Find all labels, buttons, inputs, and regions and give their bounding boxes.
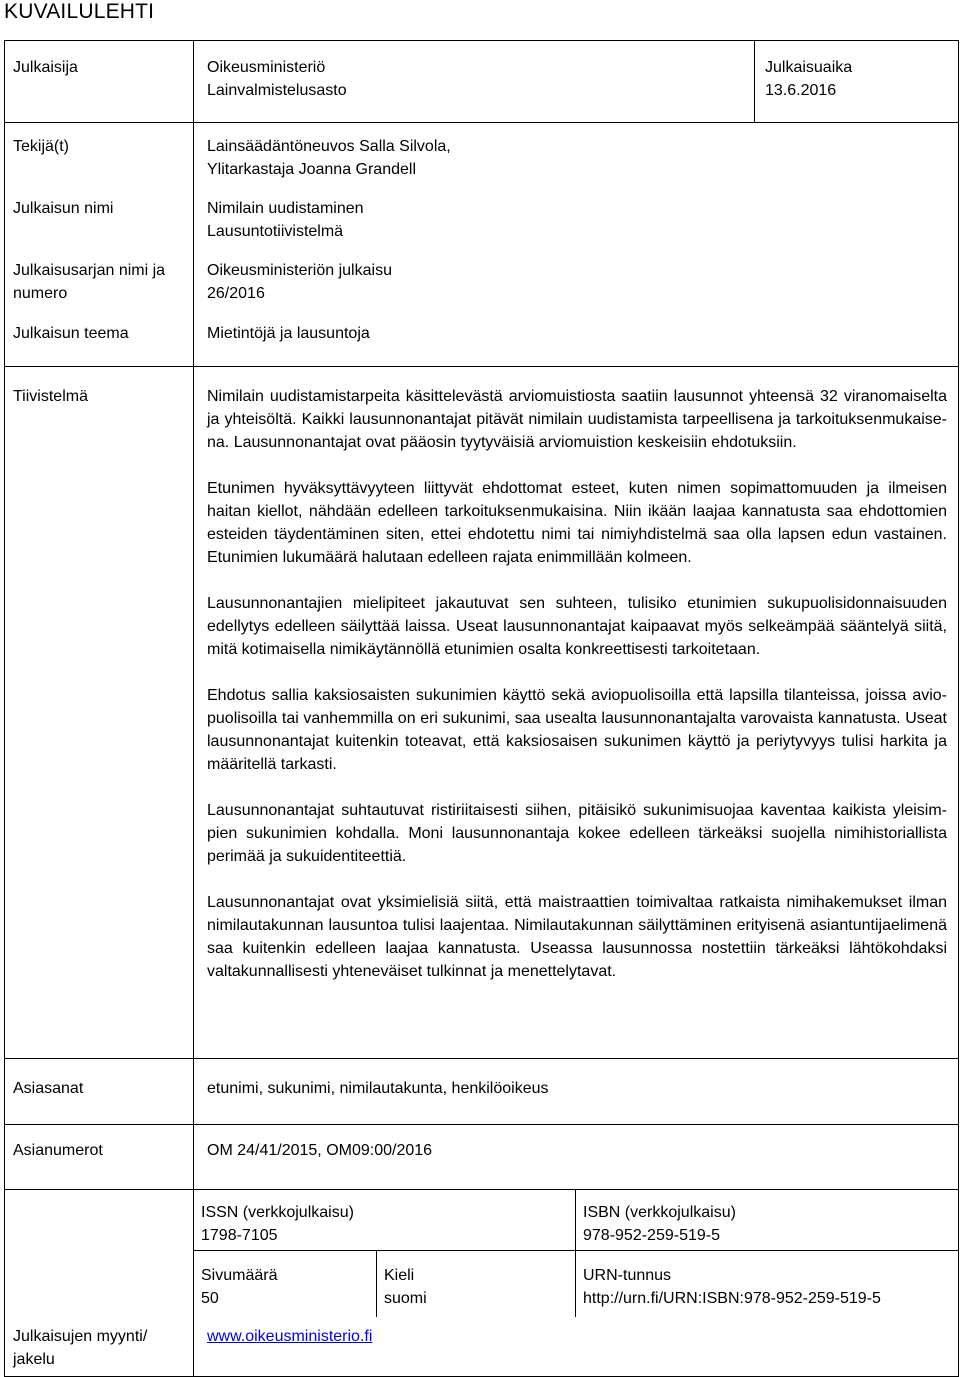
publisher-line-1: Oikeusministeriö bbox=[207, 59, 326, 76]
rule-grid-col-2 bbox=[575, 1189, 576, 1317]
authors-label: Tekijä(t) bbox=[13, 138, 70, 155]
rule-label-col bbox=[193, 40, 194, 1377]
rule-top bbox=[4, 40, 959, 41]
isbn-value: 978-952-259-519-5 bbox=[583, 1227, 720, 1244]
date-label: Julkaisuaika bbox=[765, 59, 853, 76]
theme-value: Mietintöjä ja lausuntoja bbox=[207, 325, 370, 342]
publisher-value bbox=[207, 56, 347, 102]
rule-date-col bbox=[754, 40, 755, 122]
pages-value: 50 bbox=[201, 1290, 219, 1307]
pages-field bbox=[201, 1264, 277, 1310]
summary-body bbox=[207, 385, 947, 983]
series-line-1: Oikeusministeriön julkaisu bbox=[207, 262, 392, 279]
series-label-line-2: numero bbox=[13, 285, 68, 302]
rule-after-theme bbox=[4, 366, 959, 367]
pubname-line-2: Lausuntotiivistelmä bbox=[207, 223, 344, 240]
rule-after-header bbox=[4, 122, 959, 123]
language-value: suomi bbox=[384, 1290, 427, 1307]
distribution-label-line-2: jakelu bbox=[13, 1351, 55, 1368]
date-value: 13.6.2016 bbox=[765, 82, 837, 99]
pubname-label: Julkaisun nimi bbox=[13, 200, 114, 217]
pages-label: Sivumäärä bbox=[201, 1267, 278, 1284]
rule-after-summary bbox=[4, 1058, 959, 1059]
isbn-label: ISBN (verkkojulkaisu) bbox=[583, 1204, 736, 1221]
summary-paragraph-1: Nimilain uudistamistarpeita käsittelevästä arviomuistiosta saatiin lausunnot yhteensä 32 viranomaiselta ja yhteisöltä. Kaikki lausunnonantajat pitävät nimilain uudistamista tarpeellisena ja tarkoituksenmukaise-na. Lausunnonantajat ovat pääosin tyytyväisiä arviomuistion keskeisiin ehdotuksiin. bbox=[207, 388, 947, 451]
language-field bbox=[384, 1264, 427, 1310]
pubname-line-1: Nimilain uudistaminen bbox=[207, 200, 364, 217]
language-label: Kieli bbox=[384, 1267, 415, 1284]
rule-after-keywords bbox=[4, 1124, 959, 1125]
distribution-label-line-1: Julkaisujen myynti/ bbox=[13, 1328, 148, 1345]
urn-field bbox=[583, 1264, 881, 1310]
docnumbers-label: Asianumerot bbox=[13, 1142, 103, 1159]
keywords-label: Asiasanat bbox=[13, 1080, 84, 1097]
summary-paragraph-2: Etunimen hyväksyttävyyteen liittyvät ehdottomat esteet, kuten nimen sopimattomuuden ja ilmeisen haitan kiellot, nähdään edelleen tarkoituksenmukaisina. Niin ikään laajaa kannatusta saa ehdottomien esteiden täydentäminen siten, ettei ehdotettu nimi tai nimiyhdistelmä saa olla lapsen edun vastainen. Etunimien lukumäärä halutaan edelleen rajata enimmillään kolmeen. bbox=[207, 480, 947, 566]
summary-label: Tiivistelmä bbox=[13, 388, 88, 405]
series-label-line-1: Julkaisusarjan nimi ja bbox=[13, 262, 166, 279]
date-field bbox=[765, 56, 852, 102]
issn-field bbox=[201, 1201, 354, 1247]
summary-paragraph-6: Lausunnonantajat ovat yksimielisiä siitä, että maistraattien toimivaltaa ratkaista nimihakemukset ilman nimilautakunnan lausuntoa tulisi laajentaa. Nimilautakunnan säilyttäminen erityisenä asiantuntijaelimenä saa kuitenkin edelleen laajaa kannatusta. Useassa lausunnossa nostettiin tärkeäksi lähtökohdaksi valtakunnallisesti yhteneväiset tulkinnat ja menettelytavat. bbox=[207, 894, 947, 980]
docnumbers-value: OM 24/41/2015, OM09:00/2016 bbox=[207, 1142, 433, 1159]
pubname-value bbox=[207, 197, 364, 243]
keywords-value: etunimi, sukunimi, nimilautakunta, henkilöoikeus bbox=[207, 1080, 549, 1097]
rule-left bbox=[4, 40, 5, 1377]
authors-line-2: Ylitarkastaja Joanna Grandell bbox=[207, 161, 417, 178]
distribution-label bbox=[13, 1325, 147, 1371]
issn-label: ISSN (verkkojulkaisu) bbox=[201, 1204, 354, 1221]
urn-label: URN-tunnus bbox=[583, 1267, 672, 1284]
rule-after-docnumbers bbox=[4, 1189, 959, 1190]
rule-mid-grid bbox=[193, 1250, 959, 1251]
authors-line-1: Lainsäädäntöneuvos Salla Silvola, bbox=[207, 138, 451, 155]
urn-value: http://urn.fi/URN:ISBN:978-952-259-519-5 bbox=[583, 1290, 881, 1307]
series-label bbox=[13, 259, 165, 305]
isbn-field bbox=[583, 1201, 736, 1247]
theme-label: Julkaisun teema bbox=[13, 325, 129, 342]
series-line-2: 26/2016 bbox=[207, 285, 265, 302]
rule-grid-col-lang bbox=[376, 1250, 377, 1317]
distribution-link[interactable]: www.oikeusministerio.fi bbox=[207, 1328, 373, 1345]
publisher-label: Julkaisija bbox=[13, 59, 78, 76]
summary-paragraph-5: Lausunnonantajat suhtautuvat ristiriitaisesti siihen, pitäisikö sukunimisuojaa kaventaa kaikista yleisim-pien sukunimien kohdalla. Moni lausunnonantaja kokee edelleen tärkeäksi suojella nimihistoriallista perimää ja sukuidentiteettiä. bbox=[207, 802, 947, 865]
series-value bbox=[207, 259, 392, 305]
summary-paragraph-3: Lausunnonantajien mielipiteet jakautuvat sen suhteen, tulisiko etunimien sukupuolisidonnaisuuden edellytys edelleen säilyttää laissa. Useat lausunnonantajat kaipaavat myös selkeämpää sääntelyä siitä, mitä kotimaisella nimikäytännöllä etunimien osalta konkreettisesti tarkoitetaan. bbox=[207, 595, 947, 658]
issn-value: 1798-7105 bbox=[201, 1227, 278, 1244]
summary-paragraph-4: Ehdotus sallia kaksiosaisten sukunimien käyttö sekä aviopuolisoilla että lapsilla tilanteissa, joissa avio-puolisoilla tai vanhemmilla on eri sukunimi, saa usealta lausunnonantajalta varovaista kannatusta. Useat lausunnonantajat kuitenkin toteavat, että kaksiosaisen sukunimen käyttö ja periytyvyys tulisi harkita ja määritellä tarkasti. bbox=[207, 687, 947, 773]
authors-value bbox=[207, 135, 451, 181]
page-title: KUVAILULEHTI bbox=[4, 0, 155, 23]
publisher-line-2: Lainvalmistelusasto bbox=[207, 82, 347, 99]
rule-right bbox=[958, 40, 959, 1377]
